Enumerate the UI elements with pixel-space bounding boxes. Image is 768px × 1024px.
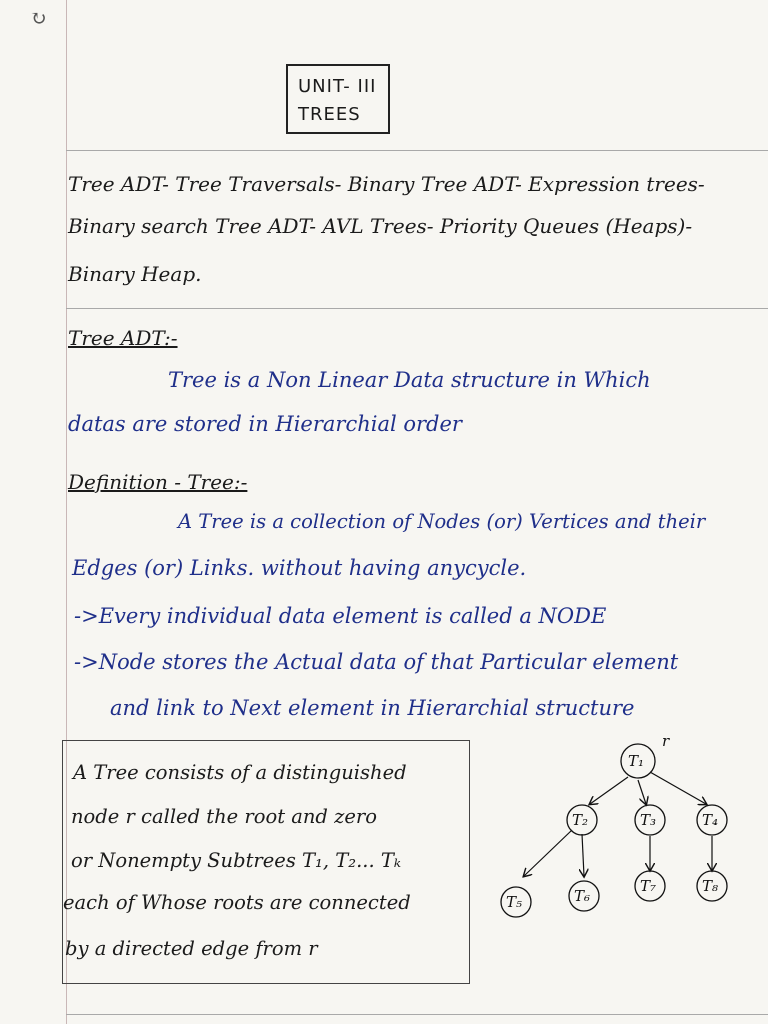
definition-line: ->Node stores the Actual data of that Particular element (74, 650, 679, 674)
tree-node-label: T₃ (640, 811, 657, 829)
syllabus-line: Binary search Tree ADT- AVL Trees- Priority Queues (Heaps)- (68, 214, 693, 238)
tree-adt-heading: Tree ADT:- (68, 326, 178, 350)
ruled-line (66, 1014, 768, 1015)
note-line: A Tree consists of a distinguished (73, 761, 407, 784)
tree-node-label: T₆ (574, 887, 591, 905)
unit-topic: TREES (298, 104, 361, 125)
tree-adt-line: datas are stored in Hierarchial order (68, 412, 462, 436)
tree-edge (582, 834, 584, 876)
tree-adt-line: Tree is a Non Linear Data structure in Which (168, 368, 651, 392)
unit-label: UNIT- III (298, 76, 377, 97)
tree-edge (590, 777, 628, 804)
tree-diagram (480, 730, 750, 930)
tree-edge (650, 772, 706, 804)
tree-node-label: T₁ (628, 752, 645, 770)
root-label: r (662, 732, 670, 750)
tree-node-label: T₈ (702, 877, 719, 895)
definition-heading: Definition - Tree:- (68, 470, 248, 494)
tree-edge (638, 780, 646, 804)
note-line: each of Whose roots are connected (63, 891, 411, 914)
definition-line: A Tree is a collection of Nodes (or) Vertices and their (178, 510, 706, 533)
note-line: or Nonempty Subtrees T₁, T₂... Tₖ (71, 849, 401, 872)
tree-node-label: T₅ (506, 893, 523, 911)
unit-title-box (286, 64, 390, 134)
definition-line: and link to Next element in Hierarchial structure (110, 696, 635, 720)
tree-node-label: T₄ (702, 811, 719, 829)
definition-line: Edges (or) Links. without having anycycle. (72, 556, 527, 580)
ruled-line (66, 150, 768, 151)
note-line: node r called the root and zero (71, 805, 377, 828)
definition-line: ->Every individual data element is called a NODE (74, 604, 607, 628)
tree-edge (524, 830, 572, 876)
syllabus-line: Binary Heap. (68, 262, 202, 286)
boxed-note (62, 740, 470, 984)
ruled-line (66, 308, 768, 309)
note-line: by a directed edge from r (65, 937, 318, 960)
tree-node-label: T₂ (572, 811, 589, 829)
corner-scribble-icon: ↻ (30, 6, 47, 30)
syllabus-line: Tree ADT- Tree Traversals- Binary Tree ADT- Expression trees- (68, 172, 705, 196)
tree-node-label: T₇ (640, 877, 657, 895)
